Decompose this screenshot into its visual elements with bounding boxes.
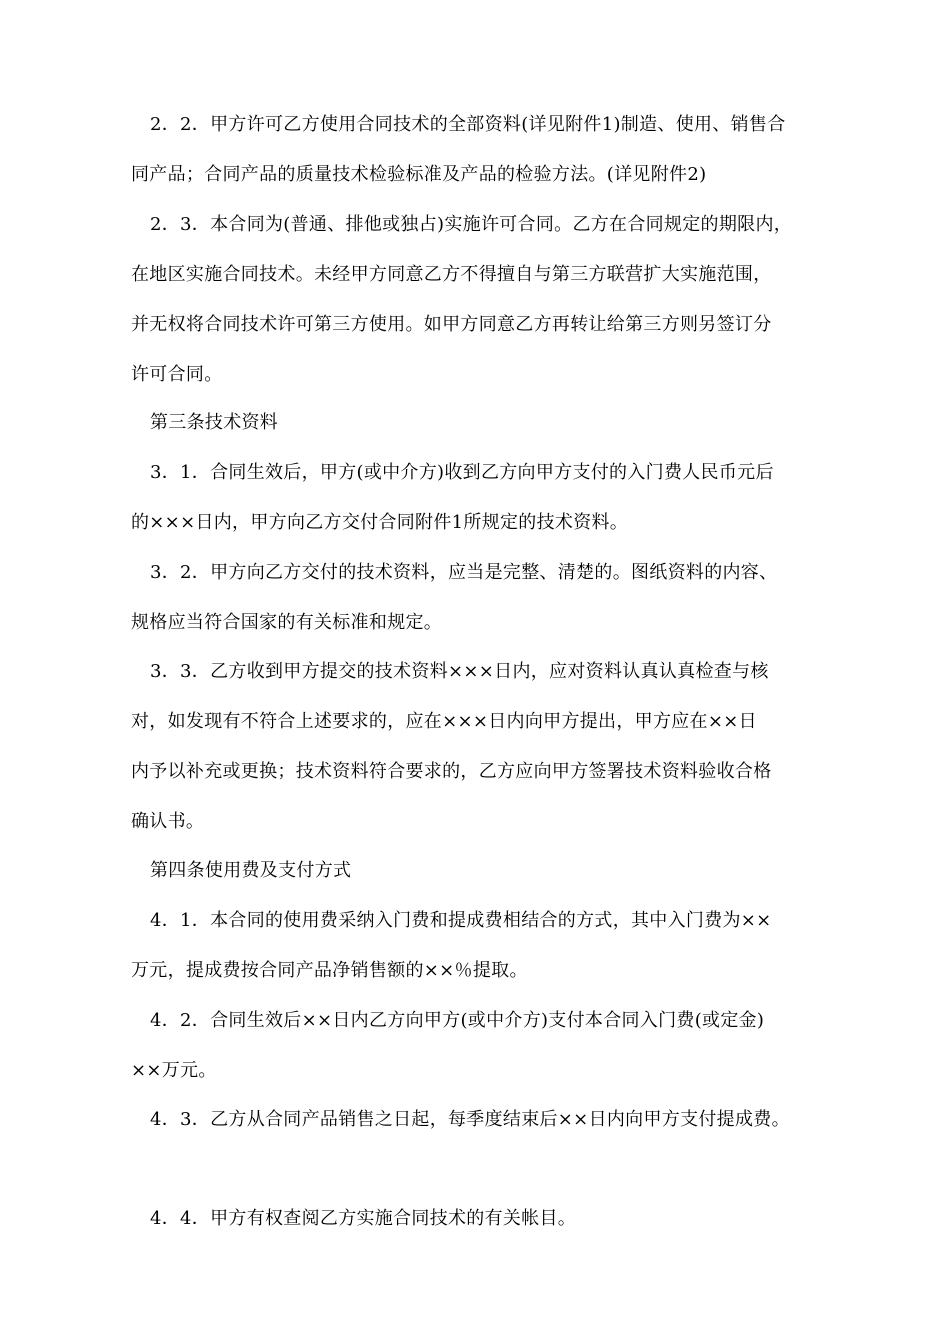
text-line: 并无权将合同技术许可第三方使用。如甲方同意乙方再转让给第三方则另签订分 xyxy=(131,314,772,335)
text-line: 3．2．甲方向乙方交付的技术资料，应当是完整、清楚的。图纸资料的内容、 xyxy=(150,562,778,583)
text-line: 3．1．合同生效后，甲方(或中介方)收到乙方向甲方支付的入门费人民币元后 xyxy=(150,462,774,483)
text-line: 在地区实施合同技术。未经甲方同意乙方不得擅自与第三方联营扩大实施范围， xyxy=(131,264,772,285)
text-line: 4．3．乙方从合同产品销售之日起，每季度结束后××日内向甲方支付提成费。 xyxy=(150,1109,790,1130)
text-line: 内予以补充或更换；技术资料符合要求的，乙方应向甲方签署技术资料验收合格 xyxy=(131,761,772,782)
text-line: 对，如发现有不符合上述要求的，应在×××日内向甲方提出，甲方应在××日 xyxy=(131,711,757,732)
section-heading: 第四条使用费及支付方式 xyxy=(150,860,352,881)
text-line: 2．2．甲方许可乙方使用合同技术的全部资料(详见附件1)制造、使用、销售合 xyxy=(150,114,786,135)
text-line: 规格应当符合国家的有关标准和规定。 xyxy=(131,612,443,633)
text-line: 许可合同。 xyxy=(131,364,223,385)
text-line: 的×××日内，甲方向乙方交付合同附件1所规定的技术资料。 xyxy=(131,512,629,533)
section-heading: 第三条技术资料 xyxy=(150,412,279,433)
text-line: 2．3．本合同为(普通、排他或独占)实施许可合同。乙方在合同规定的期限内， xyxy=(150,214,793,235)
text-line: 3．3．乙方收到甲方提交的技术资料×××日内，应对资料认真认真检查与核 xyxy=(150,661,769,682)
text-line: 确认书。 xyxy=(131,811,205,832)
text-line: 4．2．合同生效后××日内乙方向甲方(或中介方)支付本合同入门费(或定金) xyxy=(150,1010,765,1031)
text-line: 4．4．甲方有权查阅乙方实施合同技术的有关帐目。 xyxy=(150,1208,577,1229)
text-line: 万元，提成费按合同产品净销售额的××％提取。 xyxy=(131,960,528,981)
text-line: 同产品；合同产品的质量技术检验标准及产品的检验方法。(详见附件2) xyxy=(131,164,707,185)
text-line: ××万元。 xyxy=(131,1060,217,1081)
text-line: 4．1．本合同的使用费采纳入门费和提成费相结合的方式，其中入门费为×× xyxy=(150,910,772,931)
